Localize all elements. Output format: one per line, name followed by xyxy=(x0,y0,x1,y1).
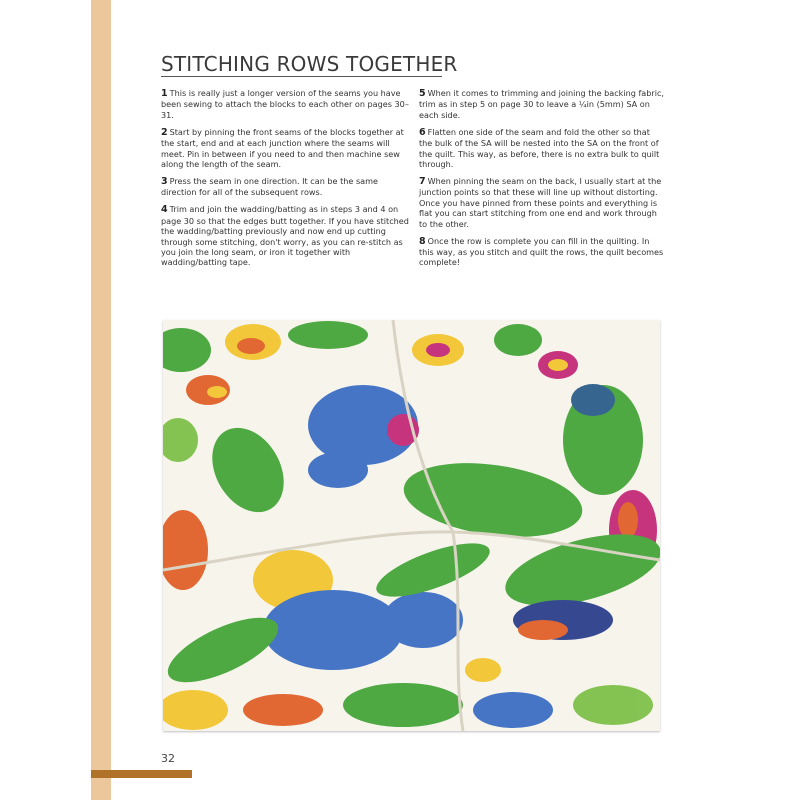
footer-accent-bar xyxy=(91,770,192,778)
step-6 xyxy=(419,127,664,170)
page-title: STITCHING ROWS TOGETHER xyxy=(161,52,458,76)
step-number: 8 xyxy=(419,235,426,247)
step-5 xyxy=(419,88,664,120)
step-text: When pinning the seam on the back, I usually start at the junction points so that these will line up without distorting. Once you have pinned from these points and everything is flat you can start stitching from one end and work through to the other. xyxy=(419,176,662,229)
step-number: 7 xyxy=(419,176,426,188)
step-text: Trim and join the wadding/batting as in steps 3 and 4 on page 30 so that the edges butt together. If you have stitched the wadding/batting previously and now end up cutting through some stitching, don't worry, as you can re-stitch as you join the long seam, or iron it together with wadding/batting tape. xyxy=(161,204,409,268)
step-number: 6 xyxy=(419,126,426,138)
step-7 xyxy=(419,176,664,229)
step-text: This is really just a longer version of the seams you have been sewing to attach the blocks to each other on pages 30–31. xyxy=(161,88,409,120)
step-text: Start by pinning the front seams of the blocks together at the start, end and at each junction where the seams will meet. Pin in between if you need to and then machine sew along the length of the seam. xyxy=(161,126,404,170)
steps-column-right xyxy=(419,88,664,274)
step-number: 2 xyxy=(161,126,168,138)
step-number: 3 xyxy=(161,176,168,188)
steps-column-left xyxy=(161,88,411,274)
step-2 xyxy=(161,127,411,170)
title-underline xyxy=(161,76,442,77)
step-text: Flatten one side of the seam and fold the other so that the bulk of the SA will be nested into the SA on the front of the quilt. This way, as before, there is no extra bulk to quilt through. xyxy=(419,126,660,170)
page-number: 32 xyxy=(161,752,175,765)
step-number: 4 xyxy=(161,204,168,216)
step-text: Once the row is complete you can fill in the quilting. In this way, as you stitch and quilt the rows, the quilt becomes complete! xyxy=(419,235,664,268)
step-1 xyxy=(161,88,411,120)
step-text: Press the seam in one direction. It can be the same direction for all of the subsequent rows. xyxy=(161,176,378,198)
step-number: 5 xyxy=(419,88,426,99)
quilt-seam-photo xyxy=(163,320,660,731)
side-color-stripe xyxy=(91,0,111,800)
step-4 xyxy=(161,204,411,267)
step-8 xyxy=(419,236,664,268)
step-number: 1 xyxy=(161,88,168,99)
step-3 xyxy=(161,176,411,198)
step-text: When it comes to trimming and joining the backing fabric, trim as in step 5 on page 30 to leave a ¼in (5mm) SA on each side. xyxy=(419,88,664,120)
